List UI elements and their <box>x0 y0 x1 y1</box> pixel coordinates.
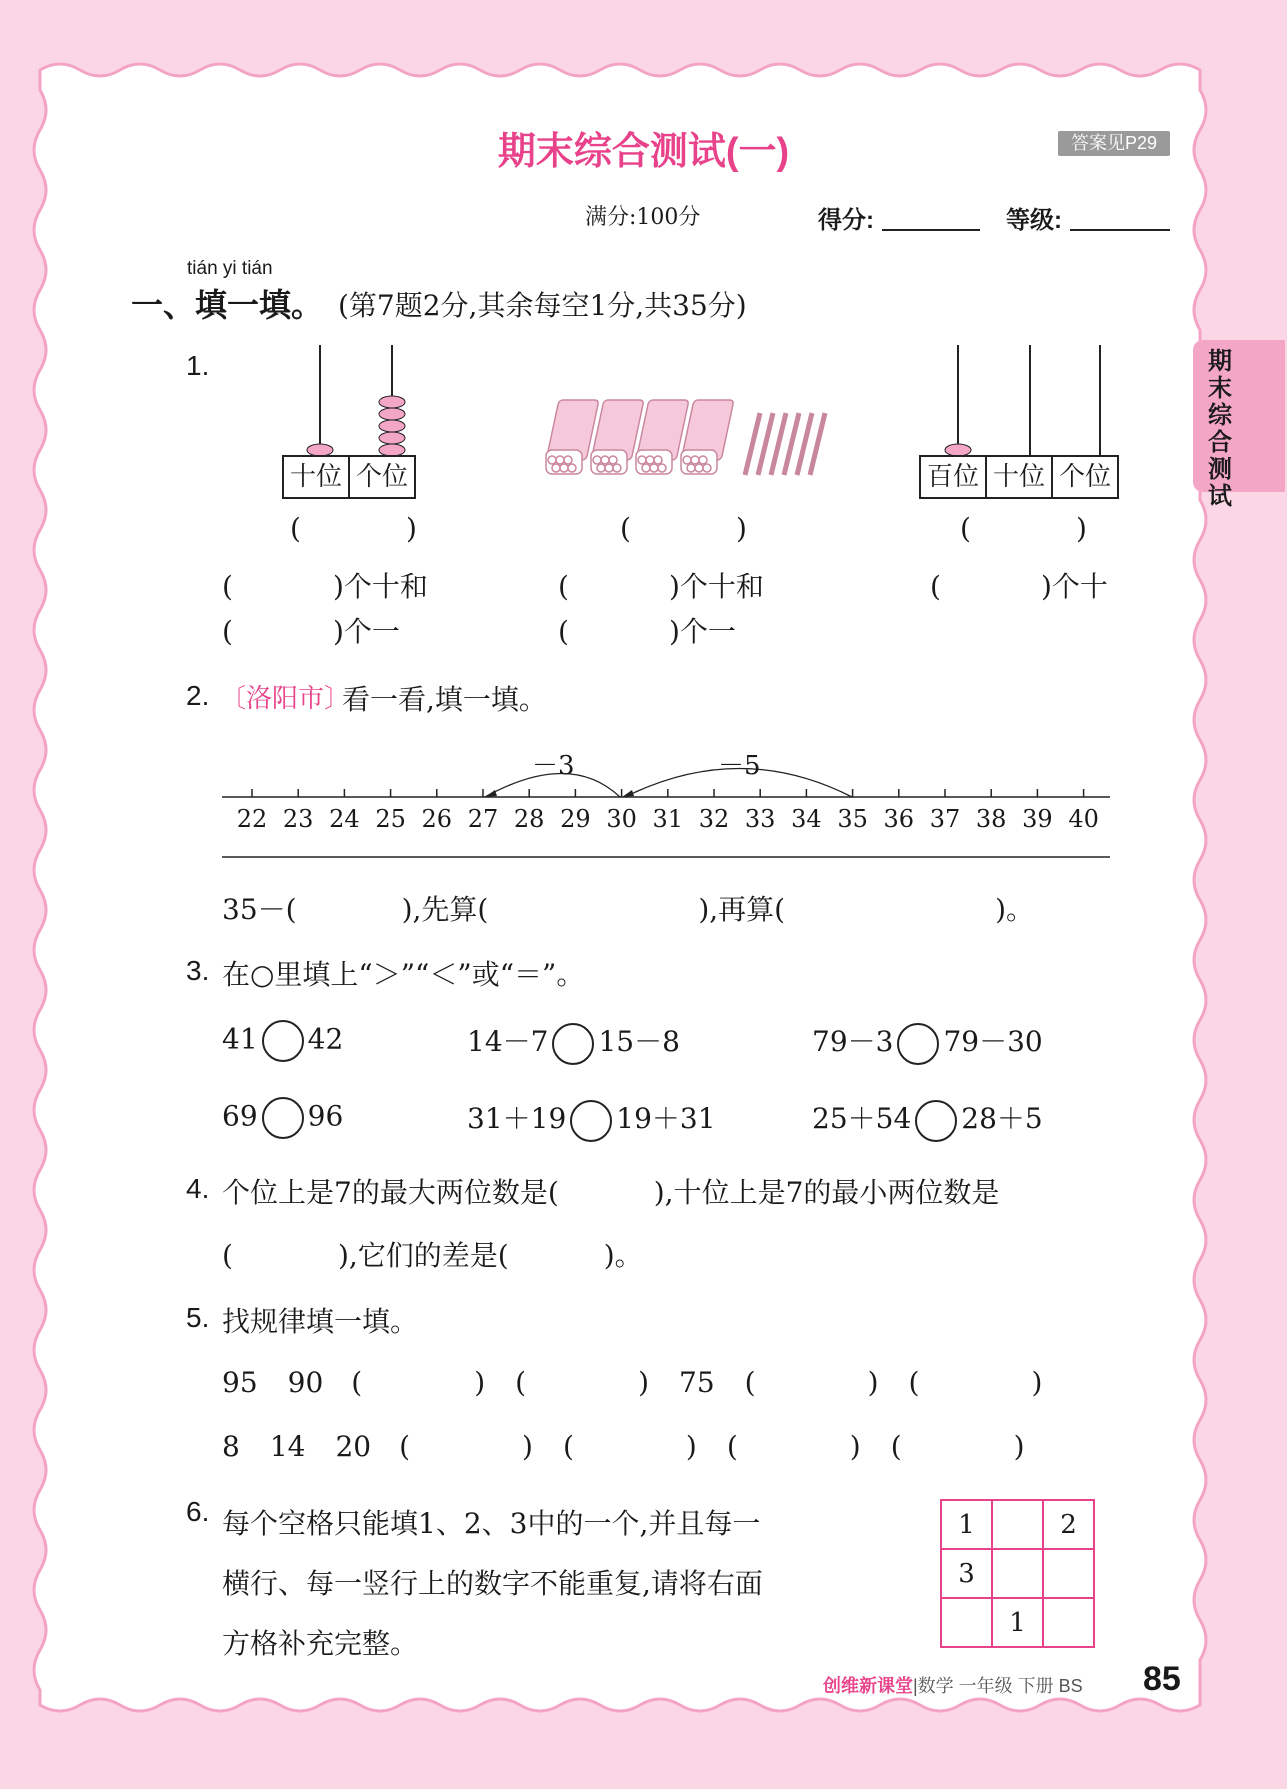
number-line <box>220 740 1120 860</box>
page-title: 期末综合测试(一) <box>497 131 790 173</box>
grid-cell[interactable]: 3 <box>941 1549 992 1598</box>
label-ones: 个位 <box>1059 462 1112 492</box>
number-line-label: 39 <box>1022 805 1053 833</box>
number-line-label: 25 <box>375 805 406 833</box>
full-score: 满分:100分 <box>585 205 701 230</box>
compare-circle[interactable] <box>570 1100 612 1142</box>
q2-answer-line[interactable]: 35－( ),先算( ),再算( )。 <box>222 893 1034 926</box>
arc-label-minus-3: －3 <box>532 751 575 781</box>
counting-sticks-image <box>540 395 840 485</box>
number-line-label: 38 <box>975 805 1007 833</box>
number-line-label: 33 <box>744 805 776 833</box>
grid-cell[interactable] <box>992 1500 1043 1549</box>
q1-blank-3[interactable]: ( ) <box>960 512 1087 545</box>
number-line-label: 37 <box>929 805 961 833</box>
grade-label: 等级: <box>1006 207 1062 234</box>
number-line-label: 26 <box>421 805 453 833</box>
section-pinyin: tián yi tián <box>187 258 273 279</box>
side-tab-label: 期末综合测试 <box>1208 348 1232 510</box>
number-line-label: 24 <box>329 805 360 833</box>
number-line-label: 23 <box>282 805 314 833</box>
q2-instruction: 看一看,填一填。 <box>342 683 547 716</box>
compare-circle[interactable] <box>262 1020 304 1062</box>
compare-2-2: 31＋19 19＋31 <box>467 1097 716 1142</box>
number-line-label: 27 <box>467 805 499 833</box>
q1-tens-blank-3[interactable]: ( )个十 <box>930 570 1108 603</box>
number-line-label: 40 <box>1068 805 1099 833</box>
grid-cell[interactable] <box>1043 1549 1094 1598</box>
number-line-label: 34 <box>791 805 822 833</box>
grid-cell[interactable]: 1 <box>992 1598 1043 1647</box>
number-line-label: 31 <box>652 805 684 833</box>
number-line-label: 36 <box>883 805 915 833</box>
q4-line-2[interactable]: ( ),它们的差是( )。 <box>222 1239 643 1272</box>
q6-text: 每个空格只能填1、2、3中的一个,并且每一 横行、每一竖行上的数字不能重复,请将右面 方格补充完整。 <box>222 1507 763 1660</box>
arc-label-minus-5: －5 <box>718 751 761 781</box>
number-line-label: 35 <box>837 805 868 833</box>
abacus-two-digit-labels <box>282 455 416 499</box>
number-line-label: 30 <box>606 805 637 833</box>
q6-number: 6. <box>186 1496 210 1527</box>
q1-tens-blank-2[interactable]: ( )个十和 <box>558 570 764 603</box>
q1-tens-blank-1[interactable]: ( )个十和 <box>222 570 428 603</box>
footer <box>823 1672 1083 1698</box>
footer-brand: 创维新课堂 <box>823 1676 913 1696</box>
q1-blank-2[interactable]: ( ) <box>620 512 747 545</box>
footer-text: |数学 一年级 下册 BS <box>913 1676 1083 1696</box>
compare-circle[interactable] <box>552 1023 594 1065</box>
grid-cell[interactable]: 1 <box>941 1500 992 1549</box>
grade-blank[interactable] <box>1070 229 1170 231</box>
q4-number: 4. <box>186 1173 210 1204</box>
q5-number: 5. <box>186 1302 210 1333</box>
compare-2-1: 69 96 <box>222 1097 343 1139</box>
q5-row-1[interactable]: 95 90 ( ) ( ) 75 ( ) ( ) <box>222 1366 1043 1399</box>
number-line-label: 22 <box>236 805 268 833</box>
q5-row-2[interactable]: 8 14 20 ( ) ( ) ( ) ( ) <box>222 1430 1025 1463</box>
number-line-label: 32 <box>698 805 730 833</box>
q1-blank-1[interactable]: ( ) <box>290 512 417 545</box>
compare-2-3: 25＋54 28＋5 <box>812 1097 1043 1142</box>
section-note: (第7题2分,其余每空1分,共35分) <box>338 289 747 322</box>
grid-cell[interactable]: 2 <box>1043 1500 1094 1549</box>
abacus-two-digit <box>280 345 430 460</box>
q3-instruction: 在○里填上“＞”“＜”或“＝”。 <box>222 958 585 991</box>
q5-instruction: 找规律填一填。 <box>222 1305 419 1338</box>
q1-ones-blank-2[interactable]: ( )个一 <box>558 615 736 648</box>
label-tens: 十位 <box>284 457 350 497</box>
answer-reference: 答案见P29 <box>1058 131 1170 156</box>
compare-circle[interactable] <box>262 1097 304 1139</box>
label-hundreds: 百位 <box>921 457 987 497</box>
page-number: 85 <box>1143 1660 1181 1698</box>
q2-region-tag: 〔洛阳市〕 <box>220 684 351 714</box>
compare-circle[interactable] <box>915 1100 957 1142</box>
score-blank[interactable] <box>882 229 980 231</box>
compare-1-1: 41 42 <box>222 1020 343 1062</box>
abacus-three-digit <box>918 345 1138 460</box>
label-tens: 十位 <box>987 457 1053 497</box>
label-ones: 个位 <box>356 462 409 492</box>
compare-1-2: 14－7 15－8 <box>467 1020 680 1065</box>
grid-cell[interactable] <box>1043 1598 1094 1647</box>
number-line-label: 28 <box>513 805 545 833</box>
compare-1-3: 79－3 79－30 <box>812 1020 1043 1065</box>
compare-circle[interactable] <box>897 1023 939 1065</box>
q3-number: 3. <box>186 955 210 986</box>
q4-line-1[interactable]: 个位上是7的最大两位数是( ),十位上是7的最小两位数是 <box>222 1176 1000 1209</box>
q1-ones-blank-1[interactable]: ( )个一 <box>222 615 400 648</box>
latin-square-grid <box>940 1499 1095 1648</box>
q1-number: 1. <box>186 350 210 381</box>
q2-number: 2. <box>186 680 210 711</box>
score-label: 得分: <box>818 207 874 234</box>
section-heading: 一、填一填。 <box>131 287 324 323</box>
grid-cell[interactable] <box>992 1549 1043 1598</box>
grid-cell[interactable] <box>941 1598 992 1647</box>
abacus-three-digit-labels <box>919 455 1119 499</box>
number-line-label: 29 <box>560 805 591 833</box>
